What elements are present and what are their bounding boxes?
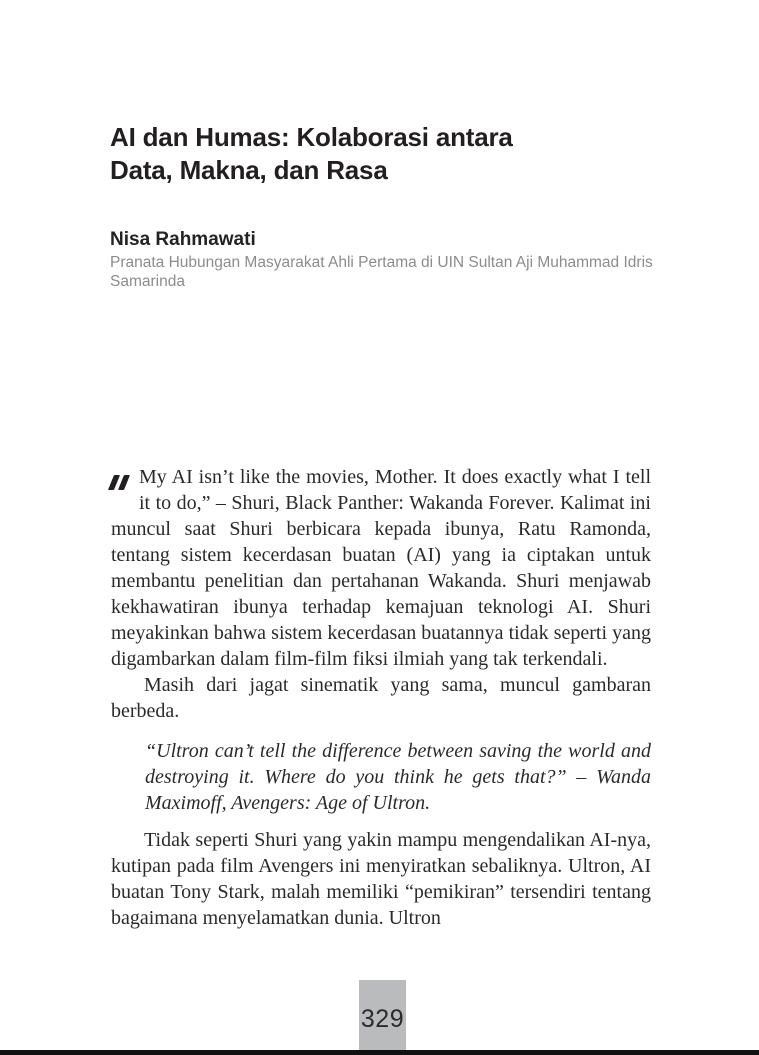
author-affiliation-line-1: Pranata Hubungan Masyarakat Ahli Pertama di UIN Sultan Aji Muhammad Idris	[110, 254, 653, 271]
paragraph: Masih dari jagat sinematik yang sama, muncul gambaran berbeda.	[111, 674, 651, 722]
film-quote-blockquote: “Ultron can’t tell the difference between saving the world and destroying it. Where do you think he gets that?” – Wanda Maximoff, Avengers: Age of Ultron.	[145, 740, 651, 814]
article-body	[111, 464, 651, 931]
author-name: Nisa Rahmawati	[110, 229, 256, 250]
lead-paragraph-text: My AI isn’t like the movies, Mother. It does exactly what I tell it to do,” – Shuri, Black Panther: Wakanda Forever. Kalimat ini muncul saat Shuri berbicara kepada ibunya, Ratu Ramonda, tentang sistem kecerdasan buatan (AI) yang ia ciptakan untuk membantu penelitian dan pertahanan Wakanda. Shuri menjawab kekhawatiran ibunya terhadap kemajuan teknologi AI. Shuri meyakinkan bahwa sistem kecerdasan buatannya tidak seperti yang digambarkan dalam film-film fiksi ilmiah yang tak terkendali.	[111, 466, 651, 670]
article-title-line-2: Data, Makna, dan Rasa	[110, 155, 388, 185]
page-number-box	[359, 980, 406, 1050]
bottom-edge-bar	[0, 1050, 759, 1055]
lead-paragraph	[111, 464, 651, 672]
article-title-line-1: AI dan Humas: Kolaborasi antara	[110, 122, 513, 152]
opening-quote-icon	[111, 464, 139, 512]
author-affiliation	[110, 254, 653, 291]
author-affiliation-line-2: Samarinda	[110, 272, 185, 290]
article-title	[110, 121, 513, 187]
paragraph: Tidak seperti Shuri yang yakin mampu mengendalikan AI-nya, kutipan pada film Avengers ini menyiratkan sebaliknya. Ultron, AI buatan Tony Stark, malah memiliki “pemikiran” tersendiri tentang bagaimana menyelamatkan dunia. Ultron	[111, 829, 651, 929]
page-number: 329	[360, 1004, 405, 1033]
